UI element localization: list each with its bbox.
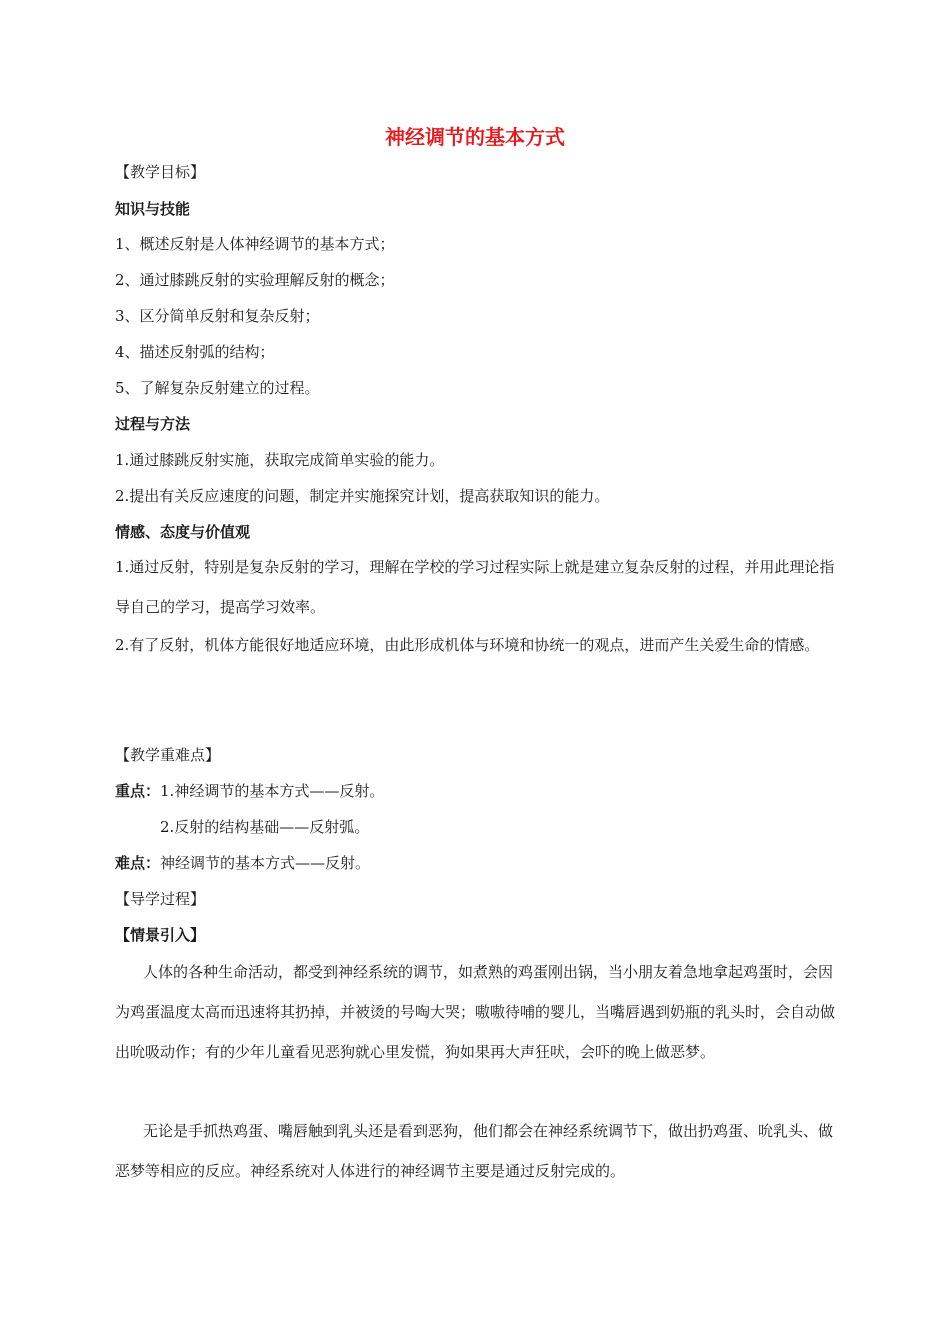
knowledge-item: 3、区分简单反射和复杂反射； xyxy=(115,307,320,325)
difficulty-text: 神经调节的基本方式——反射。 xyxy=(160,854,371,872)
intro-paragraph: 无论是手抓热鸡蛋、嘴唇触到乳头还是看到恶狗，他们都会在神经系统调节下，做出扔鸡蛋、吮乳头、做恶梦等相应的反应。神经系统对人体进行的神经调节主要是通过反射完成的。 xyxy=(115,1122,834,1180)
knowledge-item: 4、描述反射弧的结构； xyxy=(115,343,275,361)
page-title: 神经调节的基本方式 xyxy=(385,125,565,149)
process-item: 1.通过膝跳反射实施，获取完成简单实验的能力。 xyxy=(115,451,445,469)
process-heading: 过程与方法 xyxy=(115,415,191,433)
key-point-1: 1.神经调节的基本方式——反射。 xyxy=(160,782,385,800)
intro-paragraph: 人体的各种生命活动，都受到神经系统的调节，如煮熟的鸡蛋刚出锅，当小朋友着急地拿起鸡蛋时，会因为鸡蛋温度太高而迅速将其扔掉，并被烫的号啕大哭；嗷嗷待哺的婴儿，当嘴唇遇到奶瓶的乳头时，会自动做出吮吸动作；有的少年儿童看见恶狗就心里发慌，狗如果再大声狂吠，会吓的晚上做恶梦。 xyxy=(115,963,836,1061)
emotion-item: 1.通过反射，特别是复杂反射的学习，理解在学校的学习过程实际上就是建立复杂反射的过程，并用此理论指导自己的学习，提高学习效率。 xyxy=(115,558,835,616)
guide-header: 【导学过程】 xyxy=(115,890,206,908)
knowledge-item: 1、概述反射是人体神经调节的基本方式； xyxy=(115,235,395,253)
knowledge-heading: 知识与技能 xyxy=(115,200,191,218)
key-point-row xyxy=(115,781,384,801)
scene-header: 【情景引入】 xyxy=(115,926,206,944)
emotion-item: 2.有了反射，机体方能很好地适应环境，由此形成机体与环境和协统一的观点，进而产生关爱生命的情感。 xyxy=(115,636,820,654)
objectives-header: 【教学目标】 xyxy=(115,163,206,181)
emotion-heading: 情感、态度与价值观 xyxy=(115,523,251,541)
knowledge-item: 2、通过膝跳反射的实验理解反射的概念； xyxy=(115,271,395,289)
key-point-2: 2.反射的结构基础——反射弧。 xyxy=(160,818,370,836)
difficulty-row xyxy=(115,853,370,873)
knowledge-item: 5、了解复杂反射建立的过程。 xyxy=(115,379,320,397)
key-points-header: 【教学重难点】 xyxy=(115,746,221,764)
key-point-label: 重点： xyxy=(115,782,161,800)
difficulty-label: 难点： xyxy=(115,854,161,872)
process-item: 2.提出有关反应速度的问题，制定并实施探究计划，提高获取知识的能力。 xyxy=(115,487,610,505)
